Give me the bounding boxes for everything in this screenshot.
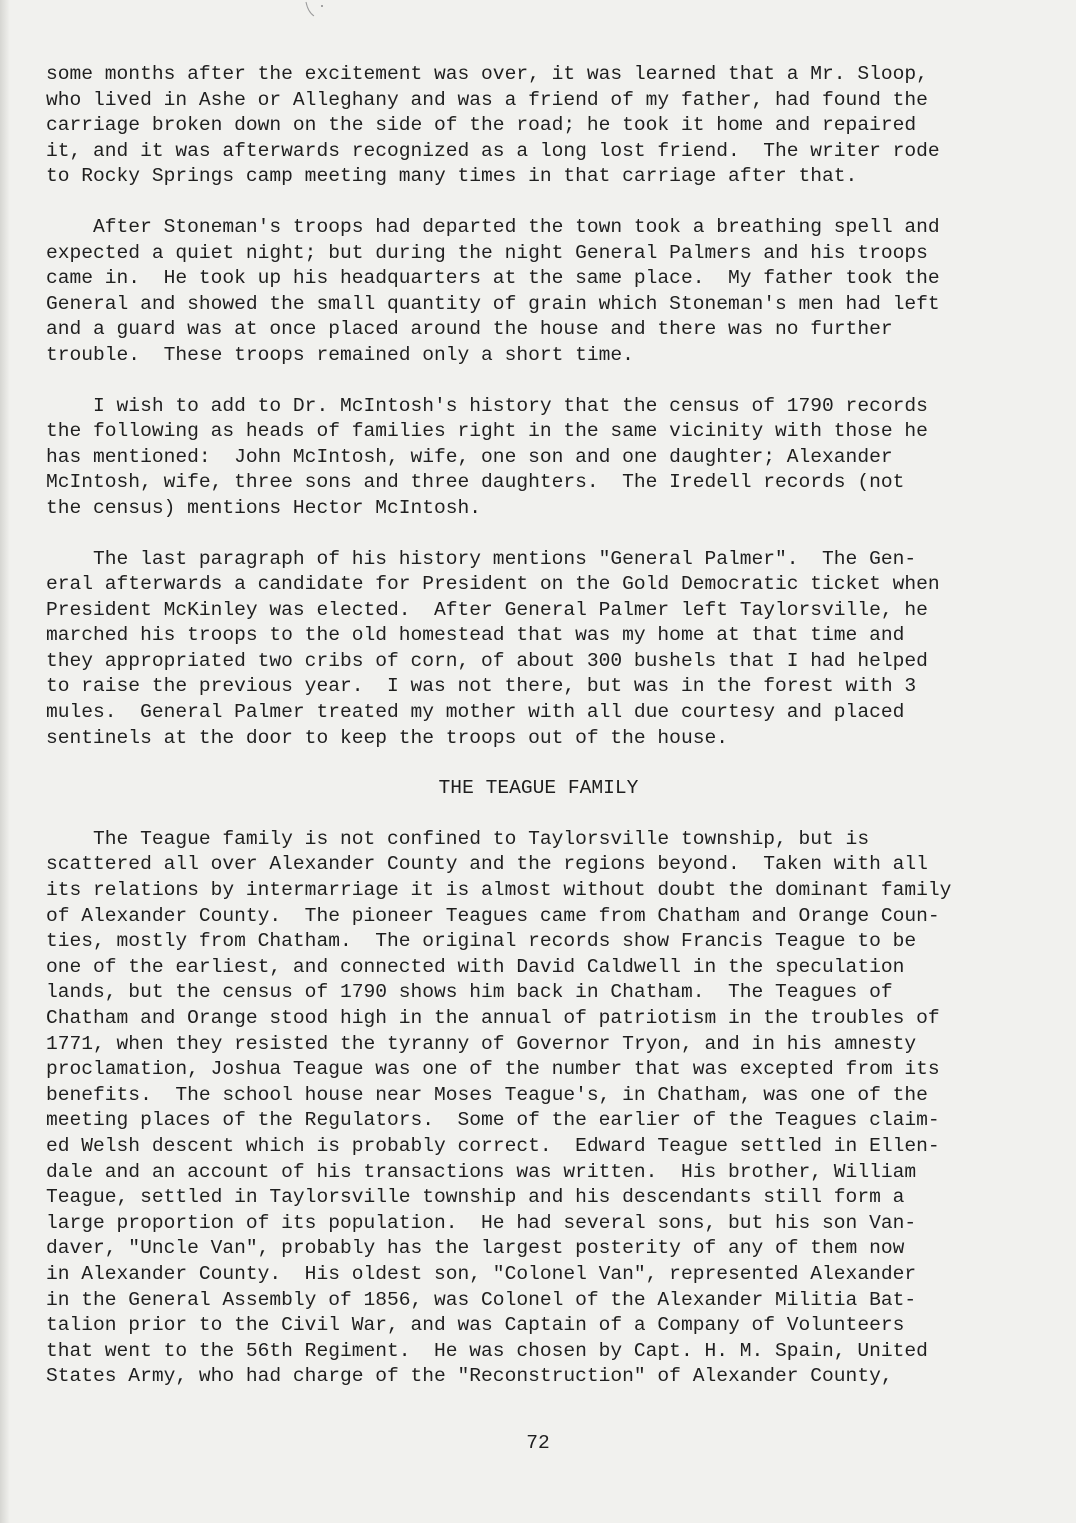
text-line: of Alexander County. The pioneer Teagues came from Chatham and Orange Coun- <box>46 904 940 927</box>
text-line: The Teague family is not confined to Taylorsville township, but is <box>46 827 870 850</box>
text-line: sentinels at the door to keep the troops out of the house. <box>46 726 728 749</box>
text-line: ed Welsh descent which is probably correct. Edward Teague settled in Ellen- <box>46 1134 940 1157</box>
text-line: and a guard was at once placed around the house and there was no further <box>46 318 893 341</box>
text-line: The last paragraph of his history mentions "General Palmer". The Gen- <box>46 547 917 570</box>
paragraph-stoneman <box>46 215 1031 369</box>
text-line: it, and it was afterwards recognized as a long lost friend. The writer rode <box>46 139 940 162</box>
text-line: Teague, settled in Taylorsville township and his descendants still form a <box>46 1186 905 1209</box>
text-line: to Rocky Springs camp meeting many times in that carriage after that. <box>46 165 858 188</box>
text-line: in the General Assembly of 1856, was Colonel of the Alexander Militia Bat- <box>46 1288 917 1311</box>
text-line: eral afterwards a candidate for President on the Gold Democratic ticket when <box>46 573 940 596</box>
section-heading: THE TEAGUE FAMILY <box>438 777 639 800</box>
text-line: talion prior to the Civil War, and was Captain of a Company of Volunteers <box>46 1314 905 1337</box>
text-line: After Stoneman's troops had departed the town took a breathing spell and <box>46 215 940 238</box>
text-line: the census) mentions Hector McIntosh. <box>46 496 482 519</box>
text-line: one of the earliest, and connected with David Caldwell in the speculation <box>46 955 905 978</box>
text-line: I wish to add to Dr. McIntosh's history that the census of 1790 records <box>46 394 928 417</box>
text-line: that went to the 56th Regiment. He was chosen by Capt. H. M. Spain, United <box>46 1339 928 1362</box>
text-line: has mentioned: John McIntosh, wife, one son and one daughter; Alexander <box>46 445 893 468</box>
text-line: ties, mostly from Chatham. The original records show Francis Teague to be <box>46 930 917 953</box>
text-line: to raise the previous year. I was not there, but was in the forest with 3 <box>46 675 917 698</box>
text-line: lands, but the census of 1790 shows him back in Chatham. The Teagues of <box>46 981 893 1004</box>
text-line: scattered all over Alexander County and the regions beyond. Taken with all <box>46 853 928 876</box>
text-line: carriage broken down on the side of the road; he took it home and repaired <box>46 114 917 137</box>
scan-speck <box>300 0 330 20</box>
text-line: proclamation, Joshua Teague was one of the number that was excepted from its <box>46 1058 940 1081</box>
text-line: marched his troops to the old homestead that was my home at that time and <box>46 624 905 647</box>
text-line: in Alexander County. His oldest son, "Colonel Van", represented Alexander <box>46 1262 917 1285</box>
text-line: who lived in Ashe or Alleghany and was a friend of my father, had found the <box>46 88 928 111</box>
text-line: benefits. The school house near Moses Teague's, in Chatham, was one of the <box>46 1083 928 1106</box>
page-body <box>46 62 1031 1390</box>
text-line: General and showed the small quantity of grain which Stoneman's men had left <box>46 292 940 315</box>
paragraph-teague-family <box>46 827 1031 1390</box>
page-number: 72 <box>526 1432 550 1454</box>
text-line: came in. He took up his headquarters at the same place. My father took the <box>46 267 940 290</box>
text-line: States Army, who had charge of the "Reconstruction" of Alexander County, <box>46 1365 893 1388</box>
text-line: daver, "Uncle Van", probably has the largest posterity of any of them now <box>46 1237 905 1260</box>
text-line: they appropriated two cribs of corn, of about 300 bushels that I had helped <box>46 649 928 672</box>
text-line: dale and an account of his transactions was written. His brother, William <box>46 1160 917 1183</box>
text-line: some months after the excitement was over, it was learned that a Mr. Sloop, <box>46 63 928 85</box>
text-line: McIntosh, wife, three sons and three daughters. The Iredell records (not <box>46 471 905 494</box>
paragraph-palmer <box>46 547 1031 752</box>
text-line: the following as heads of families right in the same vicinity with those he <box>46 420 928 443</box>
text-line: meeting places of the Regulators. Some of the earlier of the Teagues claim- <box>46 1109 940 1132</box>
text-line: President McKinley was elected. After General Palmer left Taylorsville, he <box>46 598 928 621</box>
text-line: 1771, when they resisted the tyranny of Governor Tryon, and in his amnesty <box>46 1032 917 1055</box>
text-line: expected a quiet night; but during the night General Palmers and his troops <box>46 241 928 264</box>
page-edge <box>0 0 10 1523</box>
text-line: its relations by intermarriage it is almost without doubt the dominant family <box>46 879 952 902</box>
text-line: mules. General Palmer treated my mother with all due courtesy and placed <box>46 701 905 724</box>
paragraph-carriage <box>46 62 1031 190</box>
text-line: Chatham and Orange stood high in the annual of patriotism in the troubles of <box>46 1007 940 1029</box>
text-line: trouble. These troops remained only a short time. <box>46 343 634 366</box>
text-line: large proportion of its population. He had several sons, but his son Van- <box>46 1211 917 1234</box>
paragraph-census <box>46 394 1031 522</box>
